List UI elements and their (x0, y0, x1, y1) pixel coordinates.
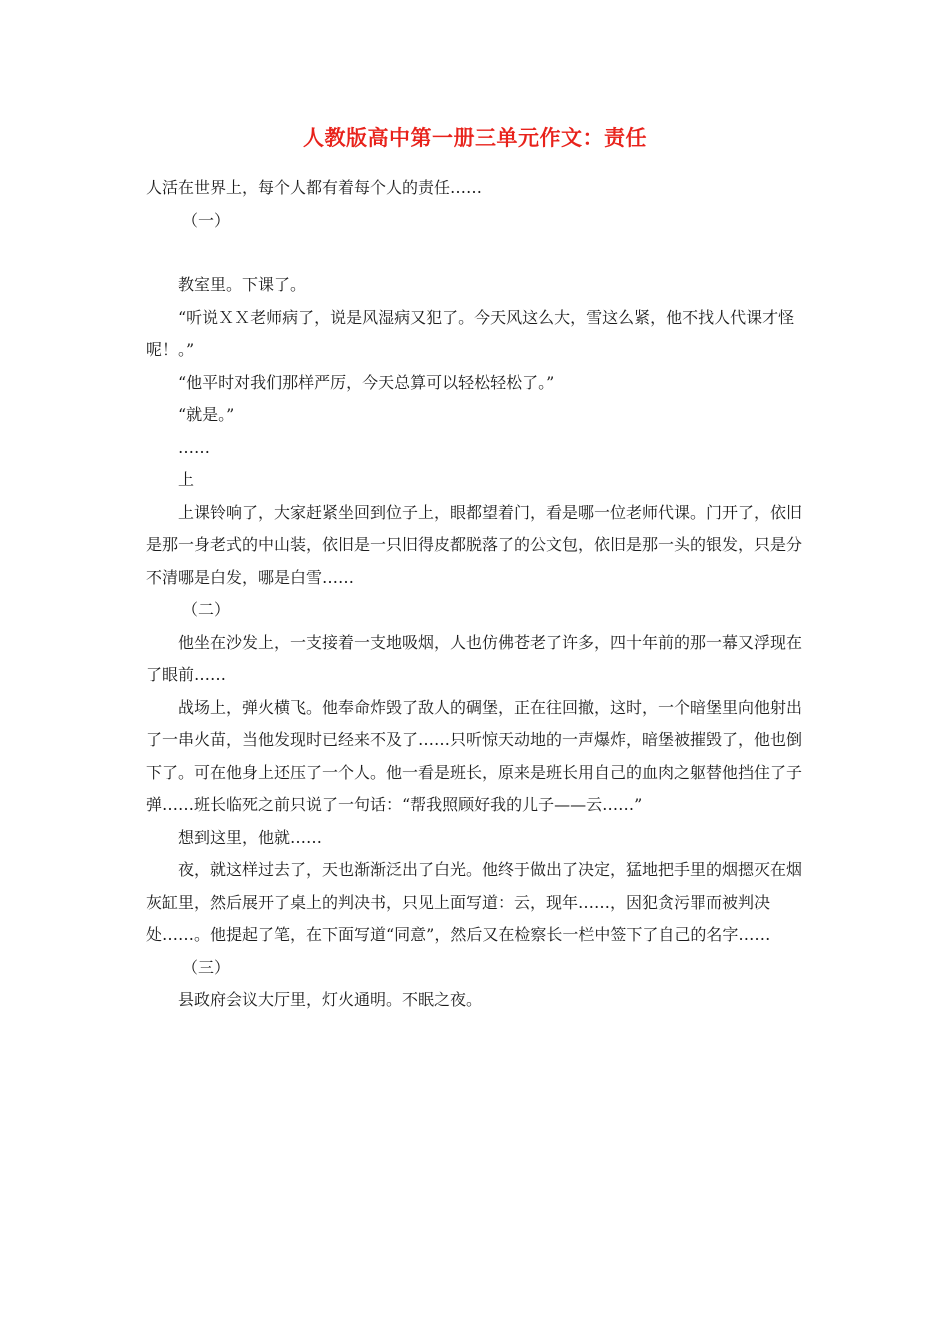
dialogue-paragraph: “他平时对我们那样严厉，今天总算可以轻松轻松了。” (178, 372, 555, 392)
document-title: 人教版高中第一册三单元作文：责任 (303, 126, 647, 150)
paragraph: 教室里。下课了。 (178, 275, 307, 294)
section-heading-3: （三） (182, 957, 231, 977)
ellipsis-paragraph: …… (178, 437, 210, 457)
paragraph: 他坐在沙发上，一支接着一支地吸烟，人也仿佛苍老了许多，四十年前的那一幕又浮现在了眼前…… (146, 632, 803, 684)
paragraph: 县政府会议大厅里，灯火通明。不眠之夜。 (178, 990, 483, 1009)
paragraph: 战场上，弹火横飞。他奉命炸毁了敌人的碉堡，正在往回撤，这时，一个暗堡里向他射出了一串火苗，当他发现时已经来不及了……只听惊天动地的一声爆炸，暗堡被摧毁了，他也倒下了。可在他身上还压了一个人。他一看是班长，原来是班长用自己的血肉之躯替他挡住了子弹……班长临死之前只说了一句话：“帮我照顾好我的儿子——云……” (146, 697, 803, 814)
document-body (146, 172, 811, 1017)
intro-paragraph: 人活在世界上，每个人都有着每个人的责任…… (146, 178, 483, 197)
dialogue-paragraph: “就是。” (178, 405, 235, 424)
section-heading-1: （一） (182, 210, 231, 230)
paragraph: 上 (178, 470, 195, 489)
section-heading-2: （二） (182, 600, 231, 619)
paragraph: 想到这里，他就…… (178, 827, 323, 847)
blank-line (146, 237, 811, 269)
dialogue-paragraph: “听说ＸＸ老师病了，说是风湿病又犯了。今天风这么大，雪这么紧，他不找人代课才怪呢！。” (146, 307, 795, 359)
paragraph: 夜，就这样过去了，天也渐渐泛出了白光。他终于做出了决定，猛地把手里的烟摁灭在烟灰缸里，然后展开了桌上的判决书，只见上面写道：云，现年……，因犯贪污罪而被判决处……。他提起了笔，在下面写道“同意”，然后又在检察长一栏中签下了自己的名字…… (146, 860, 803, 944)
paragraph: 上课铃响了，大家赶紧坐回到位子上，眼都望着门，看是哪一位老师代课。门开了，依旧是那一身老式的中山装，依旧是一只旧得皮都脱落了的公文包，依旧是那一头的银发，只是分不清哪是白发，哪是白雪…… (146, 502, 803, 587)
